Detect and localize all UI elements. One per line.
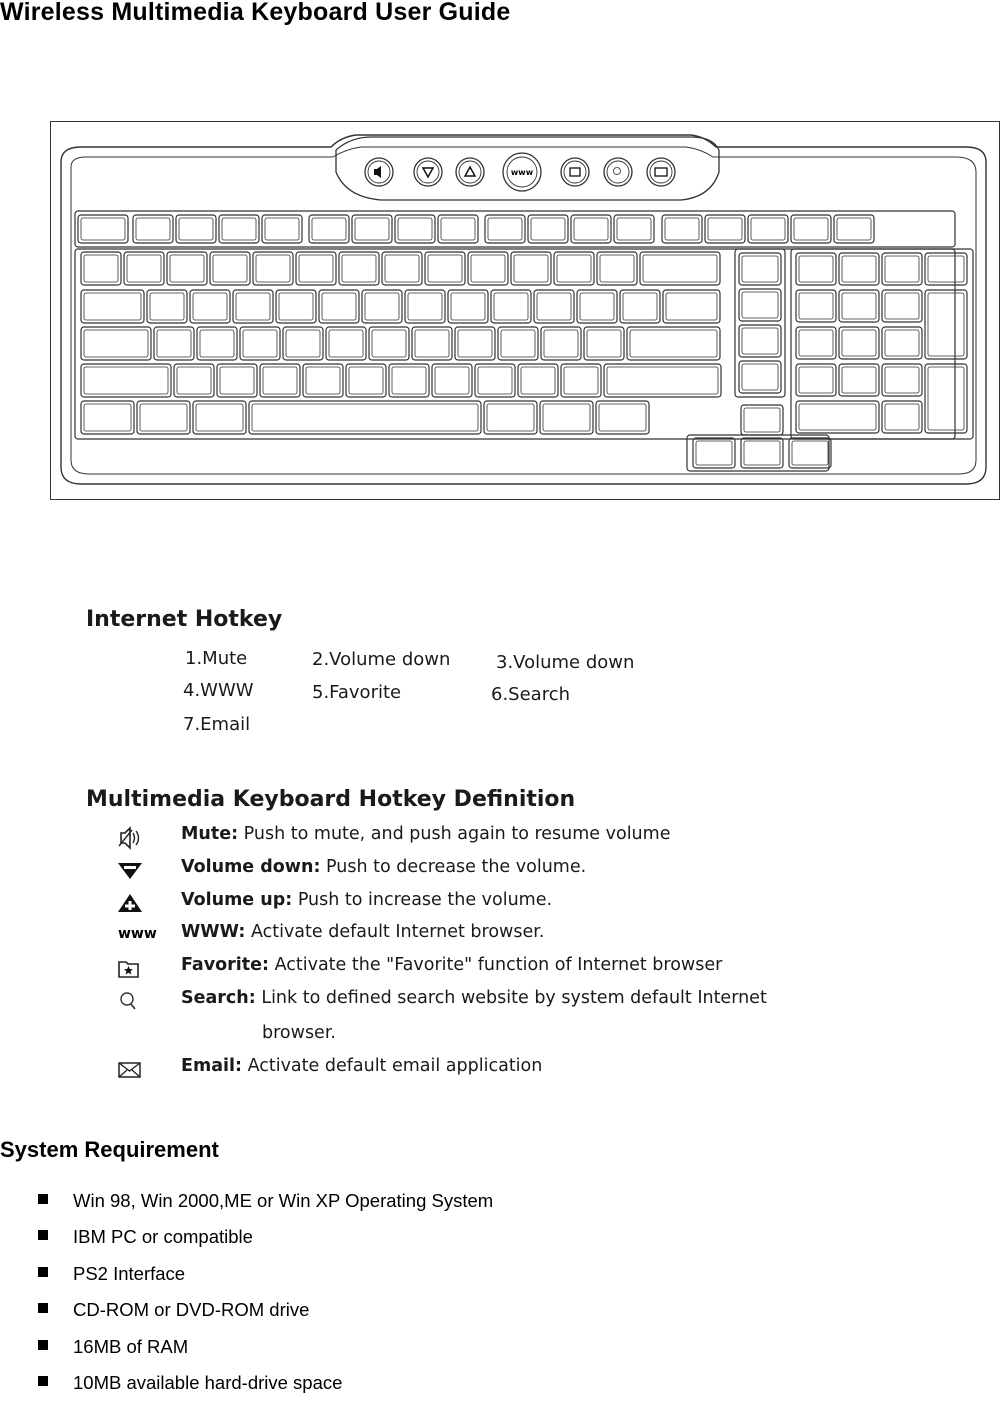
keycap-top (742, 256, 778, 282)
keyboard-mute-button (365, 158, 393, 186)
keycap (554, 252, 594, 285)
keycap (81, 364, 171, 397)
keycap (663, 290, 720, 323)
keycap-top (322, 293, 356, 320)
keycap (174, 364, 214, 397)
keycap-top (196, 404, 243, 431)
keycap (190, 290, 230, 323)
definition-term: WWW: (181, 922, 246, 942)
keycap (432, 364, 472, 397)
keycap (296, 252, 336, 285)
definition-row-mute (110, 824, 810, 854)
keycap (395, 215, 435, 243)
square-bullet-icon (38, 1267, 48, 1277)
keycap-top (531, 218, 565, 240)
keycap-top (537, 293, 571, 320)
keycap-top (742, 292, 778, 318)
keycap (147, 290, 187, 323)
definition-desc: Push to increase the volume. (292, 890, 553, 910)
keycap-top (365, 293, 399, 320)
keycap-top (842, 293, 876, 319)
keycap (540, 401, 593, 434)
keycap (614, 215, 654, 243)
keycap (498, 327, 538, 360)
keycap (839, 364, 879, 396)
keycap-top (599, 404, 646, 431)
keycap (339, 252, 379, 285)
keycap (484, 401, 537, 434)
keycap-top (792, 441, 828, 465)
keycap (739, 361, 781, 393)
keycap-top (84, 330, 148, 357)
keycap-top (392, 367, 426, 394)
keycap-top (451, 293, 485, 320)
keyboard-email-button (647, 158, 675, 186)
email-icon (110, 1056, 150, 1084)
keycap (253, 252, 293, 285)
requirement-text: PS2 Interface (73, 1262, 186, 1284)
definition-term: Volume up: (181, 890, 293, 910)
keycap (882, 253, 922, 285)
keycap-top (286, 330, 320, 357)
keycap-top (441, 218, 475, 240)
keycap (882, 364, 922, 396)
keycap-top (140, 404, 187, 431)
keycap (834, 215, 874, 243)
keycap-top (708, 218, 742, 240)
keycap-top (928, 293, 964, 356)
requirement-text: 16MB of RAM (73, 1335, 189, 1357)
keycap (839, 290, 879, 322)
keycap (81, 327, 151, 360)
keycap-top (928, 367, 964, 430)
keycap (925, 253, 967, 285)
keycap-top (471, 255, 505, 282)
keycap-top (799, 367, 833, 393)
keycap-top (666, 293, 717, 320)
arrow-cluster-frame (687, 435, 829, 471)
requirement-text: CD-ROM or DVD-ROM drive (73, 1299, 310, 1321)
keycap-top (84, 367, 168, 394)
volume-up-icon (110, 890, 150, 918)
keycap-top (84, 293, 141, 320)
keycap-top (81, 218, 125, 240)
keycap (137, 401, 190, 434)
keycap-top (342, 255, 376, 282)
keycap (249, 401, 481, 434)
keycap-top (501, 330, 535, 357)
keycap-top (885, 330, 919, 356)
keycap-top (842, 330, 876, 356)
hotkey-item-www: 4.WWW (183, 680, 254, 701)
keyboard-favorite-button (561, 158, 589, 186)
keycap-top (630, 330, 717, 357)
system-requirement-heading: System Requirement (0, 1137, 219, 1162)
www-icon: www (118, 926, 157, 942)
keycap (133, 215, 173, 243)
keycap (193, 401, 246, 434)
keycap-top (213, 255, 247, 282)
keycap-top (794, 218, 828, 240)
keycap (627, 327, 720, 360)
internet-hotkey-heading: Internet Hotkey (86, 607, 283, 632)
keycap (352, 215, 392, 243)
keycap (81, 401, 134, 434)
keycap (124, 252, 164, 285)
keycap-top (600, 255, 634, 282)
keycap (571, 215, 611, 243)
hotkey-item-volume-down: 2.Volume down (312, 649, 451, 670)
keycap-top (617, 218, 651, 240)
favorite-icon (110, 955, 150, 983)
keycap (882, 327, 922, 359)
keycap-top (885, 367, 919, 393)
keycap (561, 364, 601, 397)
keycap (796, 327, 836, 359)
keycap (528, 215, 568, 243)
keycap (219, 215, 259, 243)
definition-row-www (110, 922, 810, 952)
keycap-top (842, 367, 876, 393)
keycap-top (372, 330, 406, 357)
function-row-frame (75, 211, 955, 247)
keycap-top (263, 367, 297, 394)
definition-desc: Activate default Internet browser. (245, 922, 545, 942)
keyboard-www-button (503, 153, 541, 191)
keycap (791, 215, 831, 243)
keycap (389, 364, 429, 397)
keycap (405, 290, 445, 323)
keycap-top (521, 367, 555, 394)
square-bullet-icon (38, 1303, 48, 1313)
keycap (925, 364, 967, 433)
keycap-top (355, 218, 389, 240)
definition-term: Email: (181, 1056, 242, 1076)
keycap-top (220, 367, 254, 394)
keycap (81, 252, 121, 285)
keycap (210, 252, 250, 285)
keycap-top (799, 293, 833, 319)
keycap-top (150, 293, 184, 320)
keycap (475, 364, 515, 397)
keycap (438, 215, 478, 243)
keycap-top (84, 255, 118, 282)
keycap (260, 364, 300, 397)
keycap-top (136, 218, 170, 240)
keycap-top (557, 255, 591, 282)
keycap-top (514, 255, 548, 282)
navigation-frame (735, 249, 785, 397)
keycap (741, 405, 783, 435)
keycap-top (488, 218, 522, 240)
definition-desc: Activate default email application (242, 1056, 543, 1076)
keycap (425, 252, 465, 285)
keycap (604, 364, 721, 397)
keycap-top (329, 330, 363, 357)
keycap-top (428, 255, 462, 282)
keycap-top (306, 367, 340, 394)
keycap-top (127, 255, 161, 282)
keycap-top (623, 293, 657, 320)
keycap-top (279, 293, 313, 320)
keycap (748, 215, 788, 243)
keycap-top (398, 218, 432, 240)
keycap-top (179, 218, 213, 240)
definition-row-volume-up (110, 890, 810, 920)
keycap (303, 364, 343, 397)
keycap (584, 327, 624, 360)
keycap (597, 252, 637, 285)
requirement-text: IBM PC or compatible (73, 1226, 253, 1248)
keycap (319, 290, 359, 323)
keycap (739, 289, 781, 321)
keycap-top (349, 367, 383, 394)
keycap (511, 252, 551, 285)
definition-desc: Link to defined search website by system default Internet (255, 988, 767, 1008)
keyboard-volume-up-button (456, 158, 484, 186)
keycap (882, 290, 922, 322)
keycap-top (494, 293, 528, 320)
keycap (468, 252, 508, 285)
keyboard-inner-edge (71, 147, 976, 474)
keycap-top (751, 218, 785, 240)
keycap-top (408, 293, 442, 320)
keycap-top (243, 330, 277, 357)
keycap (346, 364, 386, 397)
definition-desc: Push to decrease the volume. (320, 857, 587, 877)
definition-desc: Activate the "Favorite" function of Internet browser (269, 955, 723, 975)
keycap-top (574, 218, 608, 240)
keyboard-figure (50, 121, 1000, 500)
keycap (412, 327, 452, 360)
keycap-top (665, 218, 699, 240)
keycap (154, 327, 194, 360)
square-bullet-icon (38, 1340, 48, 1350)
keycap-top (799, 404, 876, 430)
keycap (455, 327, 495, 360)
keycap-top (799, 256, 833, 282)
keycap (276, 290, 316, 323)
keycap (485, 215, 525, 243)
definition-row-search (110, 988, 810, 1018)
keycap (577, 290, 617, 323)
keycap (789, 438, 831, 468)
requirement-text: 10MB available hard-drive space (73, 1371, 343, 1393)
keycap-top (200, 330, 234, 357)
keycap (839, 253, 879, 285)
keycap-top (222, 218, 256, 240)
keycap (262, 215, 302, 243)
definition-term: Favorite: (181, 955, 270, 975)
hotkey-item-volume-down-2: 3.Volume down (496, 652, 635, 673)
keycap-top (84, 404, 131, 431)
keycap-top (236, 293, 270, 320)
keycap-top (799, 330, 833, 356)
keycap (796, 253, 836, 285)
keycap-top (312, 218, 346, 240)
keycap-top (928, 256, 964, 282)
mute-icon (110, 824, 150, 852)
page-title: Wireless Multimedia Keyboard User Guide (0, 0, 511, 26)
keycap (739, 325, 781, 357)
svg-text:www: www (510, 168, 534, 177)
keycap (596, 401, 649, 434)
keycap-top (885, 256, 919, 282)
keycap (382, 252, 422, 285)
square-bullet-icon (38, 1230, 48, 1240)
keycap (541, 327, 581, 360)
keycap-top (299, 255, 333, 282)
keycap-top (742, 328, 778, 354)
definition-term: Volume down: (181, 857, 321, 877)
keycap-top (458, 330, 492, 357)
search-icon (110, 988, 150, 1016)
keycap (233, 290, 273, 323)
keycap (78, 215, 128, 243)
definition-row-favorite (110, 955, 810, 985)
keycap (534, 290, 574, 323)
hotkey-item-mute: 1.Mute (185, 648, 248, 669)
keycap-top (435, 367, 469, 394)
keycap-top (170, 255, 204, 282)
keycap (662, 215, 702, 243)
keycap (197, 327, 237, 360)
keycap (882, 401, 922, 433)
keycap-top (837, 218, 871, 240)
keycap (518, 364, 558, 397)
keycap (839, 327, 879, 359)
square-bullet-icon (38, 1194, 48, 1204)
hotkey-definition-heading: Multimedia Keyboard Hotkey Definition (86, 787, 576, 812)
definition-row-volume-down (110, 857, 810, 887)
keycap (796, 401, 879, 433)
keycap-top (157, 330, 191, 357)
keycap-top (885, 404, 919, 430)
keycap (369, 327, 409, 360)
keycap (796, 290, 836, 322)
keycap-top (587, 330, 621, 357)
keycap-top (842, 256, 876, 282)
keycap-top (744, 441, 780, 465)
keycap (309, 215, 349, 243)
keycap-top (252, 404, 478, 431)
definition-term: Mute: (181, 824, 239, 844)
keyboard-volume-down-button (414, 158, 442, 186)
keycap-top (643, 255, 717, 282)
keycap (739, 253, 781, 285)
definition-desc-continuation: browser. (262, 1023, 336, 1043)
keycap (741, 438, 783, 468)
keycap (81, 290, 144, 323)
keycap (705, 215, 745, 243)
keyboard-search-button (604, 158, 632, 186)
keycap (240, 327, 280, 360)
keycap-top (744, 408, 780, 432)
keycap-top (564, 367, 598, 394)
hotkey-item-search: 6.Search (491, 684, 571, 705)
keycap-top (385, 255, 419, 282)
keycap-top (415, 330, 449, 357)
keycap (640, 252, 720, 285)
keycap-top (193, 293, 227, 320)
keycap (362, 290, 402, 323)
keycap-top (543, 404, 590, 431)
keycap (491, 290, 531, 323)
definition-row-email (110, 1056, 810, 1086)
keycap-top (256, 255, 290, 282)
definition-term: Search: (181, 988, 256, 1008)
keycap (925, 290, 967, 359)
hotkey-item-favorite: 5.Favorite (312, 682, 402, 703)
keycap-top (544, 330, 578, 357)
keycap-top (580, 293, 614, 320)
square-bullet-icon (38, 1376, 48, 1386)
requirement-text: Win 98, Win 2000,ME or Win XP Operating System (73, 1190, 494, 1211)
keycap-top (742, 364, 778, 390)
keyboard-drawing (51, 122, 999, 499)
keycap-top (607, 367, 718, 394)
keycap-top (696, 441, 732, 465)
keycap (448, 290, 488, 323)
keycap-top (487, 404, 534, 431)
keycap (217, 364, 257, 397)
keycap (167, 252, 207, 285)
keycap-top (177, 367, 211, 394)
keycap-top (265, 218, 299, 240)
keycap (620, 290, 660, 323)
hotkey-item-email: 7.Email (183, 714, 251, 735)
keycap (693, 438, 735, 468)
volume-down-icon (110, 857, 150, 885)
keycap (326, 327, 366, 360)
keycap (796, 364, 836, 396)
keycap-top (478, 367, 512, 394)
definition-desc: Push to mute, and push again to resume volume (238, 824, 671, 844)
keycap (176, 215, 216, 243)
keycap-top (885, 293, 919, 319)
keycap (283, 327, 323, 360)
